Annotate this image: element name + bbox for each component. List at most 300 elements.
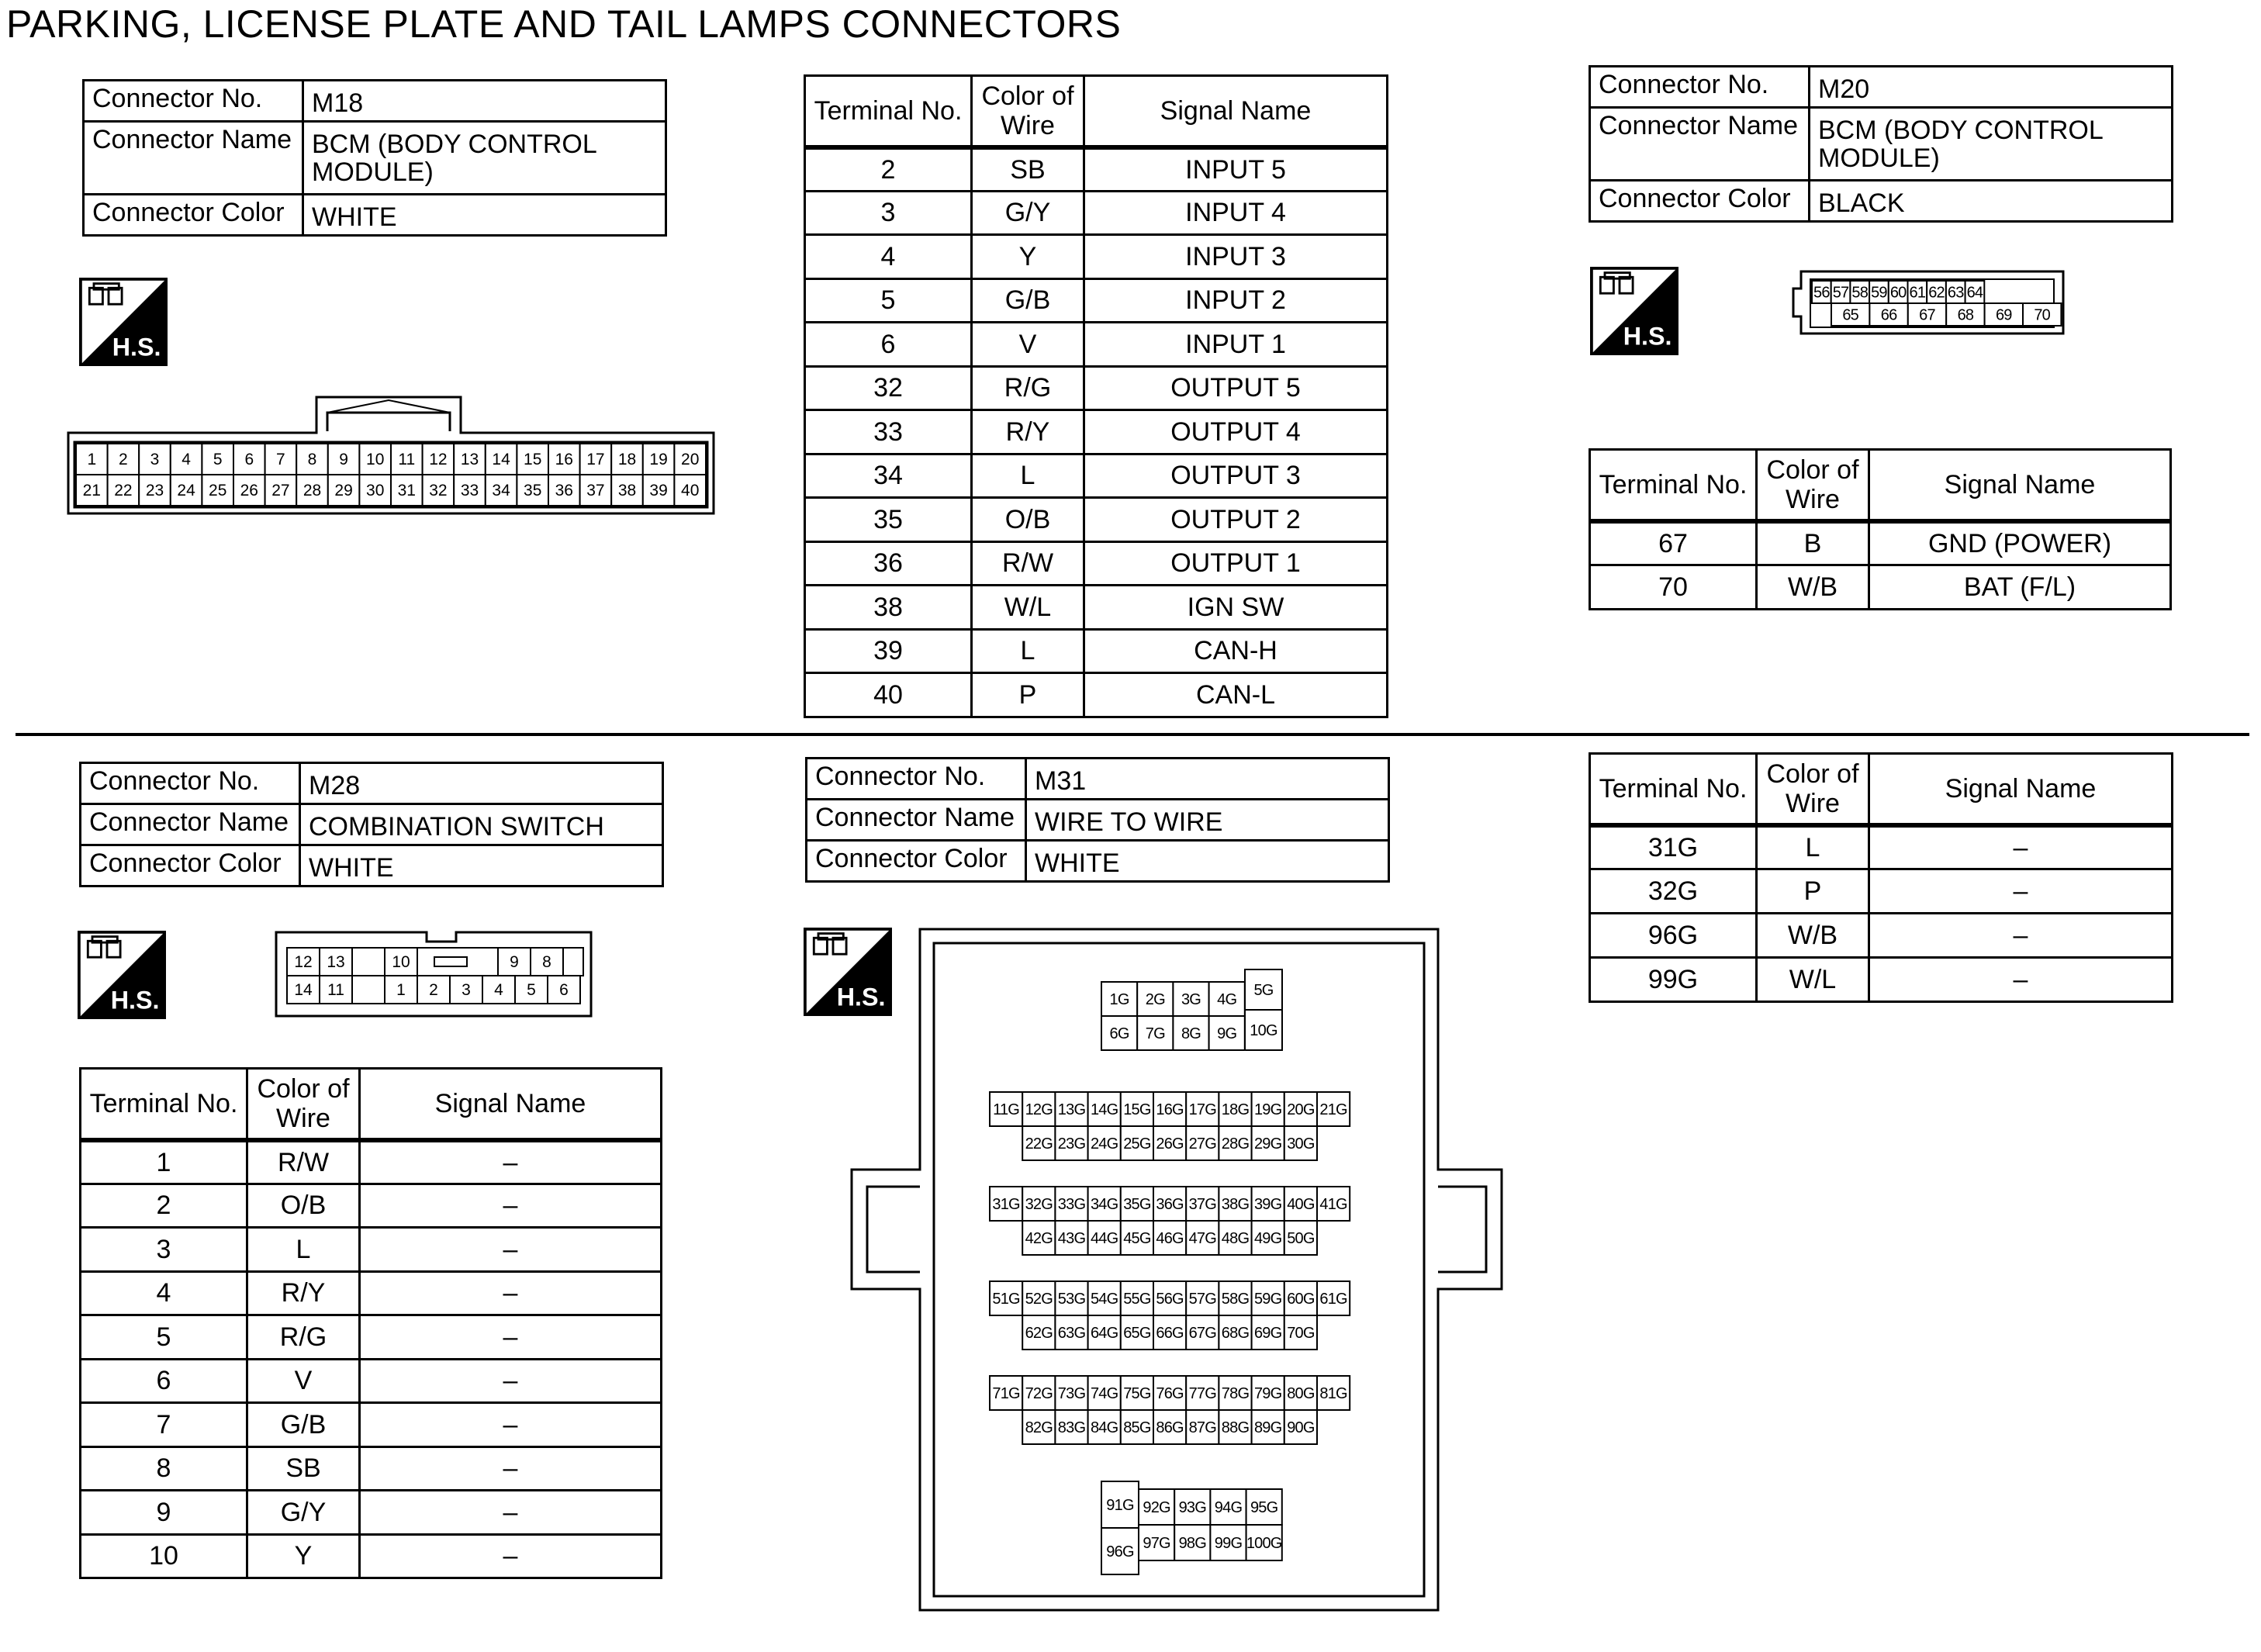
table-row bbox=[1590, 565, 2171, 610]
pin-label: 84G bbox=[1090, 1419, 1118, 1436]
pin-label: 29 bbox=[334, 482, 353, 499]
pin-label: 7G bbox=[1145, 1025, 1165, 1042]
m31-col-terminal: Terminal No. bbox=[1590, 754, 1757, 825]
terminal-cell: 1 bbox=[81, 1140, 247, 1184]
pin-label: 77G bbox=[1188, 1385, 1217, 1402]
pin-label: 69 bbox=[1995, 306, 2012, 324]
pin-label: 60 bbox=[1889, 284, 1907, 302]
signal-name-cell: CAN-L bbox=[1084, 673, 1388, 717]
m31-connector-no-label: Connector No. bbox=[807, 759, 1026, 800]
pin-label: 63 bbox=[1947, 284, 1964, 302]
signal-name-cell: INPUT 1 bbox=[1084, 323, 1388, 367]
m18-connector-color-label: Connector Color bbox=[84, 195, 303, 236]
wire-color-cell: Y bbox=[972, 235, 1084, 279]
pin-label: 58G bbox=[1221, 1291, 1250, 1308]
wire-color-cell: L bbox=[972, 629, 1084, 673]
pin-label: 65 bbox=[1842, 306, 1859, 324]
pin-label: 9 bbox=[510, 953, 519, 971]
signal-name-cell: OUTPUT 3 bbox=[1084, 454, 1388, 498]
pin-label: 8G bbox=[1181, 1025, 1201, 1042]
signal-name-cell: OUTPUT 5 bbox=[1084, 366, 1388, 410]
section-divider bbox=[16, 733, 2249, 736]
wire-color-cell: P bbox=[972, 673, 1084, 717]
pin-label: 3 bbox=[462, 981, 471, 999]
hs-label: H.S. bbox=[110, 986, 160, 1014]
m20-connector-face bbox=[1792, 268, 2068, 337]
pin-label: 20 bbox=[681, 451, 700, 468]
pin-label: 14 bbox=[492, 451, 510, 468]
m18-connector-no: M18 bbox=[303, 81, 666, 122]
signal-name-cell: IGN SW bbox=[1084, 586, 1388, 630]
pin-label: 21G bbox=[1319, 1101, 1347, 1118]
signal-name-cell: – bbox=[360, 1140, 662, 1184]
pin-label: 25G bbox=[1123, 1135, 1151, 1153]
signal-name-cell: OUTPUT 4 bbox=[1084, 410, 1388, 454]
wire-color-cell: V bbox=[972, 323, 1084, 367]
pin-label: 24 bbox=[177, 482, 195, 499]
table-row bbox=[805, 191, 1388, 235]
pin-label: 17G bbox=[1188, 1101, 1217, 1118]
pin-label: 14G bbox=[1090, 1101, 1118, 1118]
pin-label: 35G bbox=[1123, 1196, 1151, 1213]
signal-name-cell: – bbox=[360, 1491, 662, 1535]
signal-name-cell: – bbox=[360, 1271, 662, 1315]
pin-label: 12 bbox=[294, 953, 313, 971]
m20-col-color: Color of Wire bbox=[1757, 450, 1869, 521]
hs-icon-m18 bbox=[79, 278, 168, 366]
pin-label: 72G bbox=[1025, 1385, 1053, 1402]
m28-connector-color-label: Connector Color bbox=[81, 845, 300, 886]
signal-name-cell: – bbox=[360, 1315, 662, 1360]
pin-label: 83G bbox=[1057, 1419, 1086, 1436]
pin-label: 15G bbox=[1123, 1101, 1151, 1118]
pin-label: 87G bbox=[1188, 1419, 1217, 1436]
wire-color-cell: R/W bbox=[972, 541, 1084, 586]
hs-icon-m20 bbox=[1590, 267, 1678, 355]
hs-label: H.S. bbox=[112, 333, 161, 361]
terminal-cell: 38 bbox=[805, 586, 972, 630]
wire-color-cell: G/Y bbox=[972, 191, 1084, 235]
pin-label: 65G bbox=[1123, 1325, 1151, 1342]
terminal-cell: 35 bbox=[805, 498, 972, 542]
pin-label: 2 bbox=[429, 981, 438, 999]
table-row bbox=[805, 366, 1388, 410]
wire-color-cell: G/B bbox=[247, 1403, 360, 1447]
pin-label: 9 bbox=[339, 451, 348, 468]
m20-terminal-table bbox=[1589, 448, 2172, 610]
pin-label: 11 bbox=[398, 451, 416, 468]
terminal-cell: 32 bbox=[805, 366, 972, 410]
latch-slot bbox=[434, 957, 467, 966]
pin-label: 23 bbox=[145, 482, 164, 499]
terminal-cell: 36 bbox=[805, 541, 972, 586]
signal-name-cell: INPUT 5 bbox=[1084, 147, 1388, 192]
signal-name-cell: – bbox=[1869, 914, 2173, 958]
pin-label: 18G bbox=[1221, 1101, 1250, 1118]
pin-label: 45G bbox=[1123, 1230, 1151, 1247]
table-row bbox=[81, 1184, 662, 1228]
wire-color-cell: W/L bbox=[1757, 958, 1869, 1002]
wire-color-cell: W/B bbox=[1757, 565, 1869, 610]
table-row bbox=[805, 454, 1388, 498]
pin-label: 10G bbox=[1250, 1022, 1277, 1039]
pin-label: 40 bbox=[681, 482, 700, 499]
terminal-cell: 6 bbox=[805, 323, 972, 367]
pin-label: 3 bbox=[150, 451, 160, 468]
pin-label: 78G bbox=[1221, 1385, 1250, 1402]
table-row bbox=[805, 629, 1388, 673]
pin-label: 16 bbox=[555, 451, 573, 468]
pin-label: 6 bbox=[559, 981, 569, 999]
table-row bbox=[1590, 958, 2173, 1002]
pin-label: 26 bbox=[240, 482, 258, 499]
table-row bbox=[81, 1140, 662, 1184]
pin-label: 28 bbox=[303, 482, 322, 499]
terminal-cell: 40 bbox=[805, 673, 972, 717]
wire-color-cell: W/B bbox=[1757, 914, 1869, 958]
pin-label: 13G bbox=[1057, 1101, 1086, 1118]
m20-connector-no-label: Connector No. bbox=[1590, 67, 1810, 108]
pin-label: 67G bbox=[1188, 1325, 1217, 1342]
pin-label: 68 bbox=[1957, 306, 1974, 324]
pin-label: 70G bbox=[1287, 1325, 1315, 1342]
pin-label: 16G bbox=[1156, 1101, 1184, 1118]
pin-label: 61 bbox=[1909, 284, 1926, 302]
pin-label: 31G bbox=[992, 1196, 1020, 1213]
m28-connector-no: M28 bbox=[300, 763, 663, 804]
pin-label: 47G bbox=[1188, 1230, 1217, 1247]
pin-label: 75G bbox=[1123, 1385, 1151, 1402]
pin-label: 35 bbox=[524, 482, 542, 499]
pin-label: 67 bbox=[1919, 306, 1935, 324]
wire-color-cell: V bbox=[247, 1359, 360, 1403]
pin-label: 22 bbox=[114, 482, 133, 499]
wire-color-cell: L bbox=[972, 454, 1084, 498]
m18-info-table bbox=[82, 79, 667, 237]
table-row bbox=[81, 1315, 662, 1360]
hs-icon-m28 bbox=[78, 931, 166, 1019]
pin-label: 30G bbox=[1287, 1135, 1315, 1153]
terminal-cell: 10 bbox=[81, 1534, 247, 1578]
pin-label: 5 bbox=[527, 981, 536, 999]
signal-name-cell: INPUT 4 bbox=[1084, 191, 1388, 235]
page-title: PARKING, LICENSE PLATE AND TAIL LAMPS CONNECTORS bbox=[6, 2, 1122, 46]
signal-name-cell: INPUT 2 bbox=[1084, 278, 1388, 323]
terminal-cell: 70 bbox=[1590, 565, 1757, 610]
terminal-cell: 4 bbox=[81, 1271, 247, 1315]
signal-name-cell: INPUT 3 bbox=[1084, 235, 1388, 279]
m28-col-terminal: Terminal No. bbox=[81, 1069, 247, 1140]
table-row bbox=[1590, 869, 2173, 914]
pin-label: 37 bbox=[586, 482, 605, 499]
pin-label: 56 bbox=[1813, 284, 1830, 302]
pin-label: 12G bbox=[1025, 1101, 1053, 1118]
pin-label: 1 bbox=[396, 981, 406, 999]
m18-pin-grid bbox=[76, 444, 706, 506]
m31-connector-name: WIRE TO WIRE bbox=[1026, 800, 1389, 841]
pin-label: 57 bbox=[1832, 284, 1849, 302]
terminal-cell: 99G bbox=[1590, 958, 1757, 1002]
table-row bbox=[81, 1271, 662, 1315]
terminal-cell: 34 bbox=[805, 454, 972, 498]
signal-name-cell: – bbox=[360, 1228, 662, 1272]
pin-label: 5G bbox=[1253, 982, 1274, 999]
pin-label: 7 bbox=[276, 451, 285, 468]
pin-label: 38 bbox=[617, 482, 637, 499]
terminal-cell: 3 bbox=[81, 1228, 247, 1272]
hs-label: H.S. bbox=[1623, 322, 1672, 351]
pin-label: 52G bbox=[1025, 1291, 1053, 1308]
wire-color-cell: SB bbox=[972, 147, 1084, 192]
pin-label: 39G bbox=[1253, 1196, 1282, 1213]
pin-label: 91G bbox=[1106, 1497, 1134, 1514]
wire-color-cell: G/Y bbox=[247, 1491, 360, 1535]
pin-cell bbox=[563, 948, 583, 976]
m28-connector-face bbox=[275, 929, 594, 1019]
pin-label: 28G bbox=[1221, 1135, 1250, 1153]
pin-label: 58 bbox=[1851, 284, 1869, 302]
pin-label: 29G bbox=[1253, 1135, 1282, 1153]
pin-label: 38G bbox=[1221, 1196, 1250, 1213]
table-row bbox=[1590, 825, 2173, 869]
wire-color-cell: R/Y bbox=[972, 410, 1084, 454]
m20-col-signal: Signal Name bbox=[1869, 450, 2171, 521]
wire-color-cell: R/W bbox=[247, 1140, 360, 1184]
wire-color-cell: O/B bbox=[972, 498, 1084, 542]
wire-color-cell: R/G bbox=[247, 1315, 360, 1360]
pin-label: 27G bbox=[1188, 1135, 1217, 1153]
pin-label: 97G bbox=[1143, 1535, 1170, 1552]
signal-name-cell: OUTPUT 2 bbox=[1084, 498, 1388, 542]
signal-name-cell: – bbox=[360, 1534, 662, 1578]
wire-color-cell: B bbox=[1757, 521, 1869, 565]
pin-label: 79G bbox=[1253, 1385, 1282, 1402]
pin-label: 74G bbox=[1090, 1385, 1118, 1402]
pin-label: 1G bbox=[1109, 991, 1129, 1008]
pin-label: 80G bbox=[1287, 1385, 1315, 1402]
table-row bbox=[81, 1403, 662, 1447]
pin-label: 20G bbox=[1287, 1101, 1315, 1118]
m18-terminal-table bbox=[804, 74, 1388, 718]
pin-label: 8 bbox=[307, 451, 317, 468]
m18-connector-name: BCM (BODY CONTROL MODULE) bbox=[303, 122, 666, 195]
pin-label: 96G bbox=[1106, 1543, 1134, 1560]
terminal-cell: 33 bbox=[805, 410, 972, 454]
pin-label: 14 bbox=[294, 981, 313, 999]
wire-color-cell: W/L bbox=[972, 586, 1084, 630]
pin-label: 13 bbox=[460, 451, 479, 468]
m28-connector-name-label: Connector Name bbox=[81, 804, 300, 845]
pin-label: 21 bbox=[82, 482, 101, 499]
terminal-cell: 5 bbox=[81, 1315, 247, 1360]
m31-col-color: Color of Wire bbox=[1757, 754, 1869, 825]
pin-label: 68G bbox=[1221, 1325, 1250, 1342]
pin-label: 2G bbox=[1145, 991, 1165, 1008]
pin-label: 69G bbox=[1253, 1325, 1282, 1342]
pin-label: 66G bbox=[1156, 1325, 1184, 1342]
table-row bbox=[81, 1228, 662, 1272]
signal-name-cell: – bbox=[360, 1446, 662, 1491]
pin-label: 95G bbox=[1250, 1499, 1278, 1516]
pin-label: 5 bbox=[213, 451, 223, 468]
pin-label: 63G bbox=[1057, 1325, 1086, 1342]
pin-label: 92G bbox=[1143, 1499, 1170, 1516]
pin-label: 25 bbox=[209, 482, 227, 499]
pin-label: 9G bbox=[1217, 1025, 1237, 1042]
pin-label: 6 bbox=[244, 451, 254, 468]
terminal-cell: 2 bbox=[805, 147, 972, 192]
pin-label: 27 bbox=[271, 482, 290, 499]
table-row bbox=[805, 541, 1388, 586]
pin-label: 37G bbox=[1188, 1196, 1217, 1213]
pin-label: 43G bbox=[1057, 1230, 1086, 1247]
pin-label: 32 bbox=[429, 482, 448, 499]
pin-label: 70 bbox=[2034, 306, 2051, 324]
pin-label: 64G bbox=[1090, 1325, 1118, 1342]
signal-name-cell: OUTPUT 1 bbox=[1084, 541, 1388, 586]
signal-name-cell: – bbox=[360, 1403, 662, 1447]
pin-label: 33 bbox=[460, 482, 479, 499]
pin-label: 62 bbox=[1928, 284, 1945, 302]
table-row bbox=[81, 1446, 662, 1491]
m31-connector-color: WHITE bbox=[1026, 841, 1389, 882]
pin-label: 88G bbox=[1221, 1419, 1250, 1436]
pin-label: 49G bbox=[1253, 1230, 1282, 1247]
pin-label: 17 bbox=[586, 451, 605, 468]
pin-label: 54G bbox=[1090, 1291, 1118, 1308]
terminal-cell: 8 bbox=[81, 1446, 247, 1491]
m28-info-table bbox=[79, 762, 664, 887]
pin-label: 61G bbox=[1319, 1291, 1347, 1308]
pin-label: 46G bbox=[1156, 1230, 1184, 1247]
pin-label: 89G bbox=[1253, 1419, 1282, 1436]
terminal-cell: 31G bbox=[1590, 825, 1757, 869]
table-row bbox=[805, 278, 1388, 323]
m31-terminal-table bbox=[1589, 752, 2173, 1003]
m18-connector-name-label: Connector Name bbox=[84, 122, 303, 195]
terminal-cell: 5 bbox=[805, 278, 972, 323]
pin-label: 8 bbox=[542, 953, 551, 971]
m20-col-terminal: Terminal No. bbox=[1590, 450, 1757, 521]
m28-col-signal: Signal Name bbox=[360, 1069, 662, 1140]
m31-connector-face bbox=[849, 926, 1505, 1616]
terminal-cell: 32G bbox=[1590, 869, 1757, 914]
pin-label: 39 bbox=[649, 482, 668, 499]
pin-label: 11 bbox=[327, 981, 344, 999]
m18-connector-no-label: Connector No. bbox=[84, 81, 303, 122]
table-row bbox=[1590, 521, 2171, 565]
m28-terminal-table bbox=[79, 1067, 662, 1579]
pin-label: 50G bbox=[1287, 1230, 1315, 1247]
table-row bbox=[805, 410, 1388, 454]
signal-name-cell: – bbox=[1869, 958, 2173, 1002]
pin-label: 6G bbox=[1109, 1025, 1129, 1042]
pin-label: 93G bbox=[1178, 1499, 1207, 1516]
signal-name-cell: CAN-H bbox=[1084, 629, 1388, 673]
pin-label: 36G bbox=[1156, 1196, 1184, 1213]
pin-label: 60G bbox=[1287, 1291, 1315, 1308]
wire-color-cell: G/B bbox=[972, 278, 1084, 323]
m20-info-table bbox=[1589, 65, 2173, 223]
pin-label: 55G bbox=[1123, 1291, 1151, 1308]
pin-label: 36 bbox=[555, 482, 573, 499]
pin-label: 64 bbox=[1966, 284, 1983, 302]
pin-label: 86G bbox=[1156, 1419, 1184, 1436]
terminal-cell: 2 bbox=[81, 1184, 247, 1228]
pin-label: 19G bbox=[1253, 1101, 1282, 1118]
m31-info-table bbox=[805, 757, 1390, 883]
wire-color-cell: Y bbox=[247, 1534, 360, 1578]
pin-label: 73G bbox=[1057, 1385, 1086, 1402]
m28-col-color: Color of Wire bbox=[247, 1069, 360, 1140]
pin-label: 56G bbox=[1156, 1291, 1184, 1308]
signal-name-cell: BAT (F/L) bbox=[1869, 565, 2171, 610]
table-row bbox=[1590, 914, 2173, 958]
table-row bbox=[805, 323, 1388, 367]
m18-col-signal: Signal Name bbox=[1084, 76, 1388, 147]
pin-label: 32G bbox=[1025, 1196, 1053, 1213]
pin-label: 66 bbox=[1880, 306, 1897, 324]
m28-connector-no-label: Connector No. bbox=[81, 763, 300, 804]
terminal-cell: 4 bbox=[805, 235, 972, 279]
pin-label: 53G bbox=[1057, 1291, 1086, 1308]
pin-label: 48G bbox=[1221, 1230, 1250, 1247]
terminal-cell: 9 bbox=[81, 1491, 247, 1535]
table-row bbox=[81, 1491, 662, 1535]
m31-connector-name-label: Connector Name bbox=[807, 800, 1026, 841]
table-row bbox=[81, 1359, 662, 1403]
signal-name-cell: – bbox=[360, 1359, 662, 1403]
pin-label: 33G bbox=[1057, 1196, 1086, 1213]
wire-color-cell: L bbox=[1757, 825, 1869, 869]
pin-label: 2 bbox=[119, 451, 128, 468]
m18-connector-color: WHITE bbox=[303, 195, 666, 236]
m18-connector-face bbox=[67, 394, 718, 518]
pin-label: 41G bbox=[1319, 1196, 1347, 1213]
signal-name-cell: – bbox=[1869, 825, 2173, 869]
m20-connector-name: BCM (BODY CONTROL MODULE) bbox=[1810, 108, 2173, 181]
terminal-cell: 6 bbox=[81, 1359, 247, 1403]
pin-label: 44G bbox=[1090, 1230, 1118, 1247]
wire-color-cell: R/Y bbox=[247, 1271, 360, 1315]
pin-label: 24G bbox=[1090, 1135, 1118, 1153]
pin-cell bbox=[352, 976, 385, 1004]
m20-connector-color-label: Connector Color bbox=[1590, 181, 1810, 222]
pin-label: 59 bbox=[1871, 284, 1887, 302]
table-row bbox=[805, 147, 1388, 192]
pin-label: 10 bbox=[366, 451, 385, 468]
pin-label: 71G bbox=[992, 1385, 1020, 1402]
pin-label: 4 bbox=[182, 451, 191, 468]
hs-label: H.S. bbox=[836, 983, 886, 1011]
table-row bbox=[805, 586, 1388, 630]
terminal-cell: 3 bbox=[805, 191, 972, 235]
table-row bbox=[805, 235, 1388, 279]
signal-name-cell: GND (POWER) bbox=[1869, 521, 2171, 565]
wire-color-cell: L bbox=[247, 1228, 360, 1272]
m18-col-terminal: Terminal No. bbox=[805, 76, 972, 147]
m31-col-signal: Signal Name bbox=[1869, 754, 2173, 825]
pin-label: 57G bbox=[1188, 1291, 1217, 1308]
pin-label: 100G bbox=[1246, 1535, 1282, 1552]
m31-connector-no: M31 bbox=[1026, 759, 1389, 800]
pin-label: 42G bbox=[1025, 1230, 1053, 1247]
wire-color-cell: O/B bbox=[247, 1184, 360, 1228]
pin-cell bbox=[352, 948, 385, 976]
m18-col-color: Color of Wire bbox=[972, 76, 1084, 147]
pin-label: 98G bbox=[1178, 1535, 1207, 1552]
signal-name-cell: – bbox=[1869, 869, 2173, 914]
